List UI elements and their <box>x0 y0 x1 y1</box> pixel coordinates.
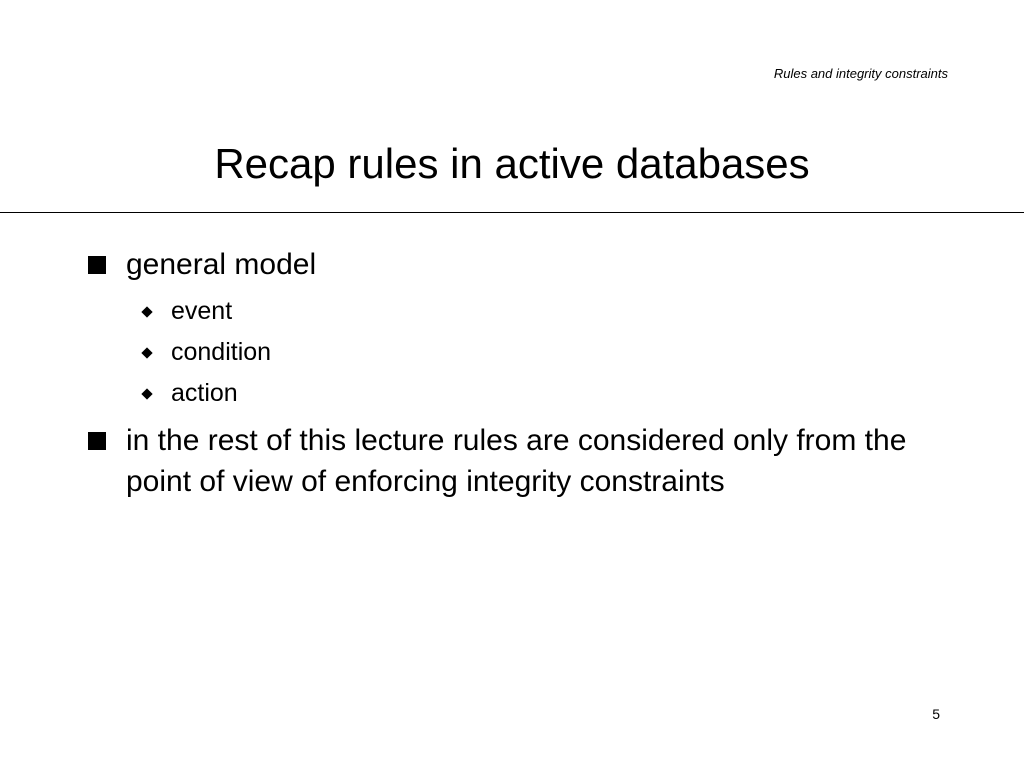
sub-bullet-list <box>140 291 928 414</box>
square-bullet-icon <box>88 256 106 274</box>
bullet-text: in the rest of this lecture rules are considered only from the point of view of enforcing integrity constraints <box>126 424 907 498</box>
square-bullet-icon <box>88 432 106 450</box>
diamond-bullet-icon <box>141 388 152 399</box>
sub-bullet-text: condition <box>171 338 272 366</box>
title-divider <box>0 212 1024 213</box>
slide-body <box>88 244 928 508</box>
header-note: Rules and integrity constraints <box>773 66 948 81</box>
sub-bullet-item <box>140 373 928 414</box>
bullet-text: general model <box>126 248 317 281</box>
page-number: 5 <box>932 706 940 722</box>
sub-bullet-text: event <box>171 297 233 325</box>
slide-title: Recap rules in active databases <box>214 140 810 187</box>
diamond-bullet-icon <box>141 306 152 317</box>
sub-bullet-text: action <box>171 379 238 407</box>
diamond-bullet-icon <box>141 347 152 358</box>
sub-bullet-item <box>140 332 928 373</box>
sub-bullet-item <box>140 291 928 332</box>
bullet-item <box>88 244 928 285</box>
bullet-item <box>88 420 928 502</box>
